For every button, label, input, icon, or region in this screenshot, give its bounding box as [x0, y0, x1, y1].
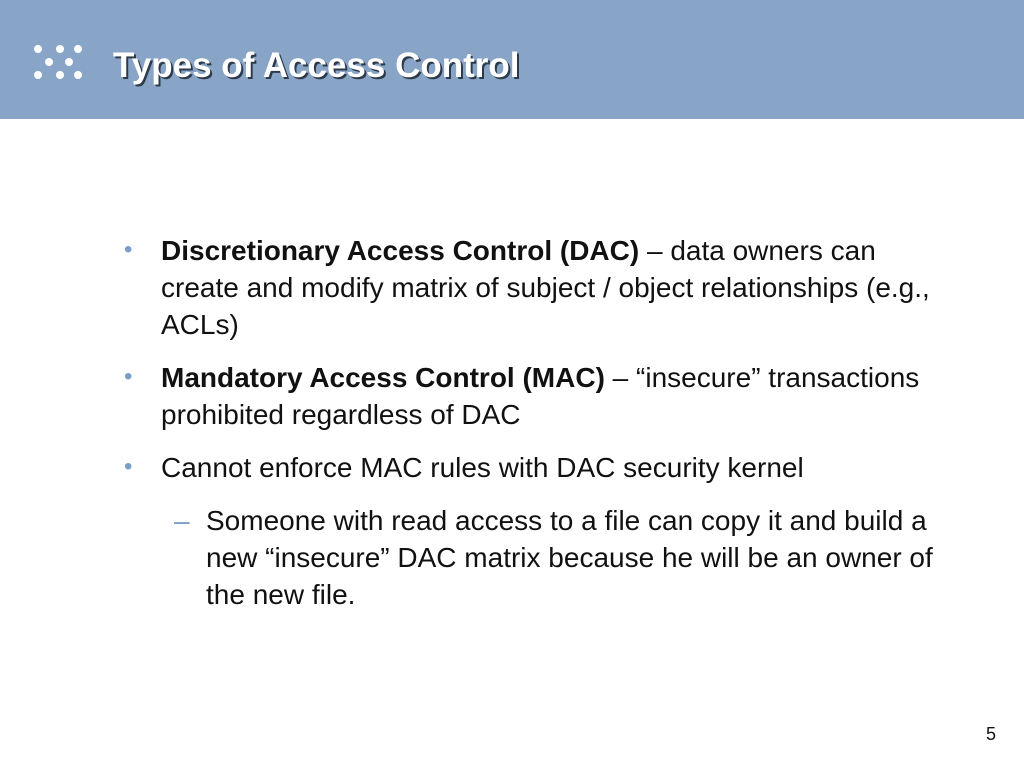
page-number: 5: [985, 724, 996, 744]
bullet-dot-icon: •: [124, 236, 133, 263]
title-bar: [0, 0, 1024, 119]
bullet-text: – data owners can create and modify matrix of subject / object relationships (e.g., ACLs): [161, 235, 930, 340]
bullet-text: Cannot enforce MAC rules with DAC security kernel: [161, 452, 804, 483]
slide-title: Types of Access Control: [113, 46, 520, 85]
bullet-text: – “insecure” transactions prohibited regardless of DAC: [161, 362, 920, 430]
bullet-list: [112, 232, 942, 629]
bullet-item-dac: [112, 232, 942, 343]
dots-logo-icon: [30, 42, 86, 82]
bullet-dot-icon: •: [124, 453, 133, 480]
dash-bullet-icon: –: [174, 505, 190, 536]
bullet-term: Mandatory Access Control (MAC): [161, 362, 605, 393]
sub-bullet-text: Someone with read access to a file can copy it and build a new “insecure” DAC matrix because he will be an owner of the new file.: [206, 505, 933, 610]
bullet-item-enforce: [112, 449, 942, 486]
bullet-term: Discretionary Access Control (DAC): [161, 235, 640, 266]
bullet-dot-icon: •: [124, 363, 133, 390]
bullet-item-mac: [112, 359, 942, 433]
sub-bullet-item: [112, 502, 942, 613]
